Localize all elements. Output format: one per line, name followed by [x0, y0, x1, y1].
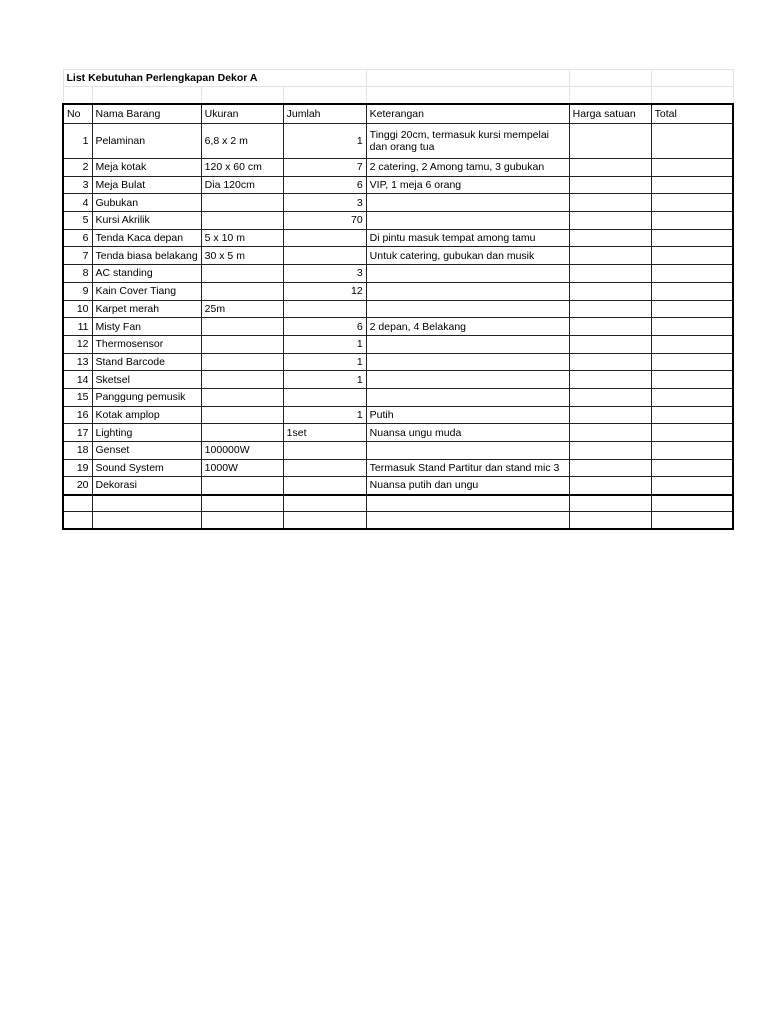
harga-satuan-cell: [569, 442, 651, 460]
ukuran-cell: 5 x 10 m: [201, 229, 283, 247]
keterangan-cell: [366, 194, 569, 212]
empty-cell: [201, 87, 283, 104]
row-number-cell: 17: [63, 424, 92, 442]
jumlah-cell: 1: [283, 353, 366, 371]
harga-satuan-cell: [569, 212, 651, 230]
ukuran-cell: [201, 406, 283, 424]
total-cell: [651, 300, 733, 318]
empty-cell: [366, 87, 569, 104]
row-number-cell: 13: [63, 353, 92, 371]
jumlah-cell: 1set: [283, 424, 366, 442]
keterangan-cell: Untuk catering, gubukan dan musik: [366, 247, 569, 265]
harga-satuan-cell: [569, 318, 651, 336]
total-cell: [651, 459, 733, 477]
table-row: [63, 212, 733, 230]
nama-barang-cell: Kotak amplop: [92, 406, 201, 424]
harga-satuan-cell: [569, 300, 651, 318]
table-row: [63, 194, 733, 212]
jumlah-cell: [283, 229, 366, 247]
total-cell: [651, 194, 733, 212]
harga-satuan-cell: [569, 194, 651, 212]
nama-barang-cell: Meja Bulat: [92, 176, 201, 194]
header-no: No: [63, 104, 92, 124]
equipment-table: [62, 69, 734, 530]
row-number-cell: 6: [63, 229, 92, 247]
empty-cell: [201, 495, 283, 512]
empty-cell: [366, 70, 569, 87]
empty-cell: [569, 495, 651, 512]
jumlah-cell: 12: [283, 282, 366, 300]
ukuran-cell: [201, 194, 283, 212]
table-row: [63, 459, 733, 477]
nama-barang-cell: Stand Barcode: [92, 353, 201, 371]
ukuran-cell: [201, 335, 283, 353]
row-number-cell: 5: [63, 212, 92, 230]
keterangan-cell: [366, 265, 569, 283]
harga-satuan-cell: [569, 335, 651, 353]
nama-barang-cell: Genset: [92, 442, 201, 460]
row-number-cell: 20: [63, 477, 92, 495]
empty-row: [63, 512, 733, 529]
row-number-cell: 15: [63, 388, 92, 406]
empty-cell: [651, 87, 733, 104]
blank-row: [63, 87, 733, 104]
header-row: [63, 104, 733, 124]
ukuran-cell: [201, 282, 283, 300]
keterangan-cell: Putih: [366, 406, 569, 424]
nama-barang-cell: Sketsel: [92, 371, 201, 389]
row-number-cell: 3: [63, 176, 92, 194]
row-number-cell: 8: [63, 265, 92, 283]
jumlah-cell: 3: [283, 194, 366, 212]
table-row: [63, 300, 733, 318]
harga-satuan-cell: [569, 247, 651, 265]
harga-satuan-cell: [569, 265, 651, 283]
sheet-title: List Kebutuhan Perlengkapan Dekor A: [63, 70, 366, 87]
row-number-cell: 10: [63, 300, 92, 318]
harga-satuan-cell: [569, 124, 651, 159]
ukuran-cell: [201, 265, 283, 283]
keterangan-cell: 2 catering, 2 Among tamu, 3 gubukan: [366, 159, 569, 177]
total-cell: [651, 371, 733, 389]
row-number-cell: 19: [63, 459, 92, 477]
ukuran-cell: [201, 388, 283, 406]
nama-barang-cell: Misty Fan: [92, 318, 201, 336]
keterangan-cell: [366, 300, 569, 318]
harga-satuan-cell: [569, 406, 651, 424]
empty-cell: [63, 512, 92, 529]
total-cell: [651, 229, 733, 247]
total-cell: [651, 388, 733, 406]
jumlah-cell: 1: [283, 371, 366, 389]
nama-barang-cell: Thermosensor: [92, 335, 201, 353]
total-cell: [651, 247, 733, 265]
table-row: [63, 424, 733, 442]
table-row: [63, 388, 733, 406]
nama-barang-cell: Tenda biasa belakang: [92, 247, 201, 265]
harga-satuan-cell: [569, 388, 651, 406]
nama-barang-cell: Kursi Akrilik: [92, 212, 201, 230]
empty-row: [63, 495, 733, 512]
table-row: [63, 318, 733, 336]
jumlah-cell: [283, 442, 366, 460]
jumlah-cell: 1: [283, 335, 366, 353]
empty-cell: [92, 495, 201, 512]
row-number-cell: 12: [63, 335, 92, 353]
ukuran-cell: 120 x 60 cm: [201, 159, 283, 177]
total-cell: [651, 159, 733, 177]
header-jumlah: Jumlah: [283, 104, 366, 124]
nama-barang-cell: AC standing: [92, 265, 201, 283]
table-row: [63, 247, 733, 265]
row-number-cell: 4: [63, 194, 92, 212]
ukuran-cell: 30 x 5 m: [201, 247, 283, 265]
table-row: [63, 159, 733, 177]
jumlah-cell: 1: [283, 406, 366, 424]
ukuran-cell: [201, 424, 283, 442]
table-row: [63, 353, 733, 371]
ukuran-cell: [201, 212, 283, 230]
empty-cell: [651, 495, 733, 512]
ukuran-cell: 25m: [201, 300, 283, 318]
keterangan-cell: Nuansa ungu muda: [366, 424, 569, 442]
total-cell: [651, 176, 733, 194]
empty-cell: [201, 512, 283, 529]
table-row: [63, 442, 733, 460]
keterangan-cell: [366, 282, 569, 300]
keterangan-cell: Tinggi 20cm, termasuk kursi mempelai dan orang tua: [366, 124, 569, 159]
empty-cell: [63, 87, 92, 104]
nama-barang-cell: Sound System: [92, 459, 201, 477]
ukuran-cell: 100000W: [201, 442, 283, 460]
harga-satuan-cell: [569, 477, 651, 495]
row-number-cell: 2: [63, 159, 92, 177]
empty-cell: [283, 87, 366, 104]
nama-barang-cell: Meja kotak: [92, 159, 201, 177]
jumlah-cell: [283, 477, 366, 495]
header-keterangan: Keterangan: [366, 104, 569, 124]
nama-barang-cell: Lighting: [92, 424, 201, 442]
ukuran-cell: 6,8 x 2 m: [201, 124, 283, 159]
ukuran-cell: [201, 477, 283, 495]
jumlah-cell: 7: [283, 159, 366, 177]
keterangan-cell: [366, 335, 569, 353]
table-row: [63, 335, 733, 353]
row-number-cell: 1: [63, 124, 92, 159]
ukuran-cell: [201, 371, 283, 389]
empty-cell: [366, 512, 569, 529]
nama-barang-cell: Pelaminan: [92, 124, 201, 159]
jumlah-cell: [283, 247, 366, 265]
nama-barang-cell: Panggung pemusik: [92, 388, 201, 406]
nama-barang-cell: Tenda Kaca depan: [92, 229, 201, 247]
nama-barang-cell: Gubukan: [92, 194, 201, 212]
harga-satuan-cell: [569, 459, 651, 477]
total-cell: [651, 477, 733, 495]
keterangan-cell: Nuansa putih dan ungu: [366, 477, 569, 495]
jumlah-cell: [283, 388, 366, 406]
total-cell: [651, 442, 733, 460]
keterangan-cell: [366, 371, 569, 389]
total-cell: [651, 282, 733, 300]
ukuran-cell: [201, 353, 283, 371]
row-number-cell: 11: [63, 318, 92, 336]
table-row: [63, 265, 733, 283]
row-number-cell: 18: [63, 442, 92, 460]
total-cell: [651, 318, 733, 336]
empty-cell: [63, 495, 92, 512]
total-cell: [651, 265, 733, 283]
keterangan-cell: [366, 353, 569, 371]
total-cell: [651, 424, 733, 442]
empty-cell: [283, 512, 366, 529]
table-row: [63, 124, 733, 159]
harga-satuan-cell: [569, 282, 651, 300]
total-cell: [651, 353, 733, 371]
jumlah-cell: 70: [283, 212, 366, 230]
harga-satuan-cell: [569, 229, 651, 247]
row-number-cell: 7: [63, 247, 92, 265]
keterangan-cell: Termasuk Stand Partitur dan stand mic 3: [366, 459, 569, 477]
empty-cell: [92, 87, 201, 104]
nama-barang-cell: Karpet merah: [92, 300, 201, 318]
total-cell: [651, 124, 733, 159]
harga-satuan-cell: [569, 371, 651, 389]
ukuran-cell: 1000W: [201, 459, 283, 477]
empty-cell: [569, 87, 651, 104]
empty-cell: [651, 70, 733, 87]
jumlah-cell: 3: [283, 265, 366, 283]
jumlah-cell: 6: [283, 318, 366, 336]
keterangan-cell: [366, 212, 569, 230]
header-harga-satuan: Harga satuan: [569, 104, 651, 124]
empty-cell: [569, 70, 651, 87]
harga-satuan-cell: [569, 159, 651, 177]
jumlah-cell: 1: [283, 124, 366, 159]
table-row: [63, 176, 733, 194]
row-number-cell: 16: [63, 406, 92, 424]
total-cell: [651, 406, 733, 424]
jumlah-cell: 6: [283, 176, 366, 194]
total-cell: [651, 212, 733, 230]
header-total: Total: [651, 104, 733, 124]
empty-cell: [366, 495, 569, 512]
keterangan-cell: [366, 388, 569, 406]
title-row: [63, 70, 733, 87]
keterangan-cell: Di pintu masuk tempat among tamu: [366, 229, 569, 247]
harga-satuan-cell: [569, 353, 651, 371]
harga-satuan-cell: [569, 176, 651, 194]
ukuran-cell: [201, 318, 283, 336]
harga-satuan-cell: [569, 424, 651, 442]
table-row: [63, 477, 733, 495]
row-number-cell: 9: [63, 282, 92, 300]
keterangan-cell: VIP, 1 meja 6 orang: [366, 176, 569, 194]
keterangan-cell: 2 depan, 4 Belakang: [366, 318, 569, 336]
empty-cell: [569, 512, 651, 529]
table-row: [63, 371, 733, 389]
ukuran-cell: Dia 120cm: [201, 176, 283, 194]
empty-cell: [283, 495, 366, 512]
table-row: [63, 282, 733, 300]
table-row: [63, 229, 733, 247]
header-ukuran: Ukuran: [201, 104, 283, 124]
empty-cell: [651, 512, 733, 529]
jumlah-cell: [283, 459, 366, 477]
nama-barang-cell: Dekorasi: [92, 477, 201, 495]
keterangan-cell: [366, 442, 569, 460]
row-number-cell: 14: [63, 371, 92, 389]
nama-barang-cell: Kain Cover Tiang: [92, 282, 201, 300]
empty-cell: [92, 512, 201, 529]
header-nama-barang: Nama Barang: [92, 104, 201, 124]
jumlah-cell: [283, 300, 366, 318]
total-cell: [651, 335, 733, 353]
table-row: [63, 406, 733, 424]
